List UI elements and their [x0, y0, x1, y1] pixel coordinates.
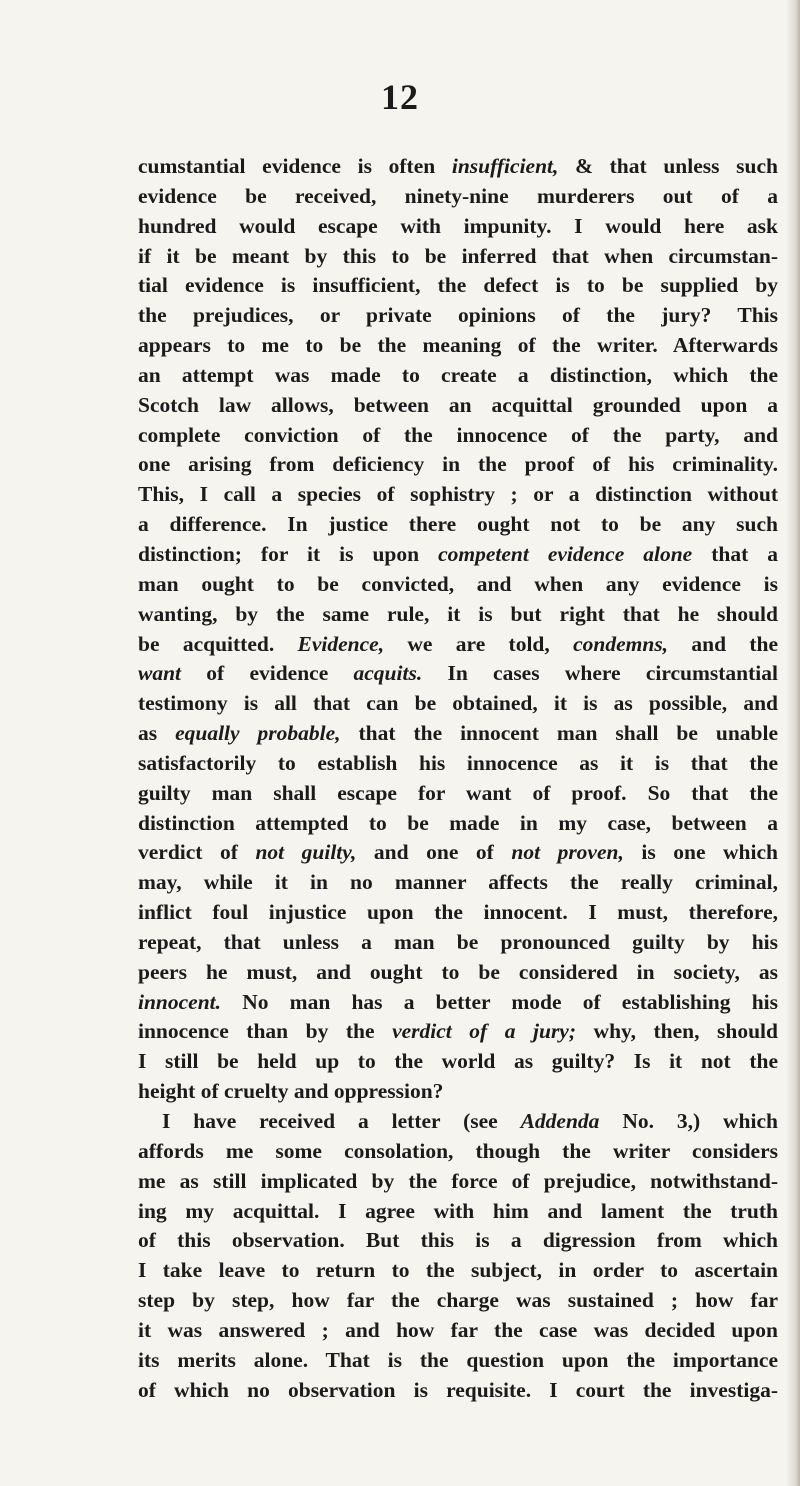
text-segment: I have received a letter (see — [162, 1109, 521, 1133]
italic-text: Addenda — [520, 1109, 600, 1133]
text-line — [138, 749, 778, 779]
text-line — [138, 152, 778, 182]
text-line — [138, 450, 778, 480]
text-segment: verdict of — [138, 840, 256, 865]
text-segment: that the innocent man shall be unable — [340, 721, 778, 746]
italic-text: condemns, — [573, 631, 669, 656]
text-segment: the prejudices, or private opinions of the jury? This — [138, 303, 778, 328]
text-segment: inflict foul injustice upon the innocent. I must, therefore, — [138, 900, 778, 925]
text-line — [138, 1137, 778, 1167]
text-segment: In cases where circumstantial — [422, 661, 778, 686]
text-segment: Scotch law allows, between an acquittal grounded upon a — [138, 392, 778, 417]
text-line — [138, 779, 778, 809]
text-line — [138, 600, 778, 630]
text-segment: and the — [668, 631, 778, 656]
text-line — [138, 868, 778, 898]
text-line — [138, 988, 778, 1018]
text-segment: guilty man shall escape for want of proof. So that the — [138, 780, 778, 805]
text-segment: be acquitted. — [138, 631, 298, 656]
text-segment: & that unless such — [558, 154, 778, 178]
text-segment: if it be meant by this to be inferred that when circumstan- — [138, 243, 778, 268]
text-segment: may, while it in no manner affects the really criminal, — [138, 870, 778, 895]
text-line — [138, 898, 778, 928]
text-segment: repeat, that unless a man be pronounced guilty by his — [138, 929, 778, 954]
text-segment: is one which — [623, 840, 778, 865]
page-edge-shadow — [786, 0, 800, 1486]
text-segment: as — [138, 721, 176, 746]
text-segment: step by step, how far the charge was sustained ; how far — [138, 1288, 778, 1313]
text-segment: I still be held up to the world as guilty? Is it not the — [138, 1049, 778, 1074]
text-line — [138, 1107, 778, 1137]
text-segment: of evidence — [181, 661, 354, 686]
text-segment: hundred would escape with impunity. I would here ask — [138, 213, 778, 238]
text-segment: complete conviction of the innocence of the party, and — [138, 422, 778, 447]
text-line — [138, 301, 778, 331]
text-line — [138, 1286, 778, 1316]
text-line — [138, 719, 778, 749]
text-segment: satisfactorily to establish his innocence as it is that the — [138, 750, 778, 775]
text-segment: affords me some consolation, though the writer considers — [138, 1138, 778, 1163]
text-line — [138, 1316, 778, 1346]
text-segment: of this observation. But this is a digression from which — [138, 1228, 778, 1253]
text-segment: evidence be received, ninety-nine murderers out of a — [138, 183, 778, 208]
text-segment: peers he must, and ought to be considered in society, as — [138, 959, 778, 984]
text-line — [138, 630, 778, 660]
text-line — [138, 480, 778, 510]
text-line — [138, 212, 778, 242]
text-line — [138, 540, 778, 570]
text-line — [138, 242, 778, 272]
text-segment: tial evidence is insufficient, the defect is to be supplied by — [138, 273, 778, 298]
text-line — [138, 1077, 778, 1107]
text-line — [138, 271, 778, 301]
text-line — [138, 1047, 778, 1077]
text-segment: we are told, — [384, 631, 574, 656]
italic-text: equally probable, — [175, 721, 341, 746]
text-segment: of which no observation is requisite. I court the investiga- — [138, 1377, 778, 1402]
italic-text: not proven, — [511, 840, 624, 865]
text-segment: testimony is all that can be obtained, it is as possible, and — [138, 691, 778, 716]
text-line — [138, 1017, 778, 1047]
text-line — [138, 809, 778, 839]
text-segment: height of cruelty and oppression? — [138, 1079, 444, 1104]
text-segment: cumstantial evidence is often — [138, 154, 452, 178]
text-segment: No. 3,) which — [599, 1109, 778, 1133]
italic-text: competent evidence alone — [438, 541, 693, 566]
body-text — [138, 152, 778, 1405]
text-line — [138, 659, 778, 689]
text-line — [138, 391, 778, 421]
text-segment: innocence than by the — [138, 1019, 393, 1044]
italic-text: want — [138, 661, 182, 686]
text-segment: it was answered ; and how far the case was decided upon — [138, 1317, 778, 1342]
text-segment: distinction; for it is upon — [138, 541, 439, 566]
text-line — [138, 570, 778, 600]
text-line — [138, 1197, 778, 1227]
italic-text: not guilty, — [255, 840, 357, 865]
text-segment: This, I call a species of sophistry ; or a distinction without — [138, 482, 778, 507]
text-line — [138, 1256, 778, 1286]
text-segment: distinction attempted to be made in my case, between a — [138, 810, 778, 835]
italic-text: verdict of a jury; — [392, 1019, 577, 1044]
text-line — [138, 958, 778, 988]
text-segment: and one of — [356, 840, 512, 865]
text-line — [138, 1346, 778, 1376]
text-segment: why, then, should — [576, 1019, 778, 1044]
text-segment: an attempt was made to create a distinction, which the — [138, 362, 778, 387]
text-segment: me as still implicated by the force of prejudice, notwithstand- — [138, 1168, 778, 1193]
text-segment: I take leave to return to the subject, in order to ascertain — [138, 1258, 778, 1283]
italic-text: Evidence, — [297, 631, 385, 656]
italic-text: insufficient, — [451, 154, 559, 178]
text-segment: ing my acquittal. I agree with him and lament the truth — [138, 1198, 778, 1223]
italic-text: acquits. — [353, 661, 423, 686]
text-line — [138, 1226, 778, 1256]
text-segment: a difference. In justice there ought not to be any such — [138, 512, 778, 537]
text-segment: its merits alone. That is the question upon the importance — [138, 1347, 778, 1372]
italic-text: innocent. — [138, 989, 222, 1014]
text-line — [138, 421, 778, 451]
text-line — [138, 689, 778, 719]
page-number: 12 — [381, 77, 419, 117]
text-line — [138, 182, 778, 212]
text-segment: wanting, by the same rule, it is but right that he should — [138, 601, 778, 626]
text-segment: one arising from deficiency in the proof of his criminality. — [138, 452, 778, 477]
text-line — [138, 1376, 778, 1406]
text-line — [138, 361, 778, 391]
text-line — [138, 510, 778, 540]
text-line — [138, 838, 778, 868]
text-segment: No man has a better mode of establishing his — [221, 989, 778, 1014]
text-line — [138, 1167, 778, 1197]
text-segment: appears to me to be the meaning of the writer. Afterwards — [138, 333, 778, 358]
text-segment: that a — [692, 541, 778, 566]
text-line — [138, 331, 778, 361]
text-segment: man ought to be convicted, and when any evidence is — [138, 571, 778, 596]
text-line — [138, 928, 778, 958]
